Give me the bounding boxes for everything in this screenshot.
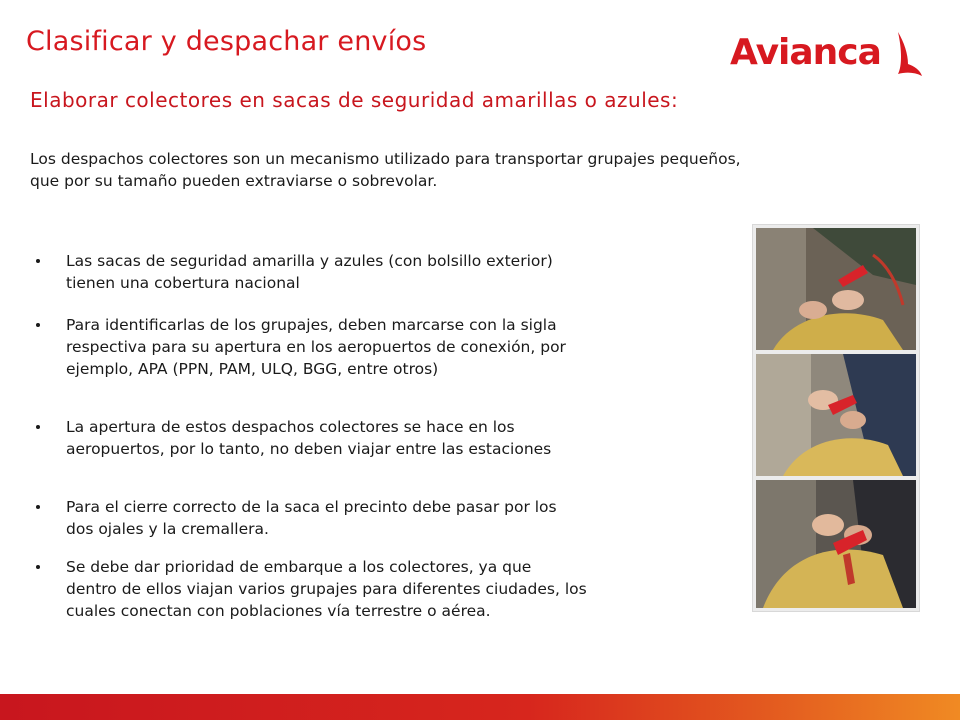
bullet-line: aeropuertos, por lo tanto, no deben viajar entre las estaciones — [66, 440, 552, 458]
photo-tying-seal-1 — [756, 228, 916, 350]
bullet-dot-icon — [36, 425, 40, 429]
bullet-line: dentro de ellos viajan varios grupajes para diferentes ciudades, los — [66, 580, 587, 598]
bullet-dot-icon — [36, 565, 40, 569]
intro-line: que por su tamaño pueden extraviarse o sobrevolar. — [30, 172, 438, 190]
photo-strip — [752, 224, 920, 612]
bullet-line: Se debe dar prioridad de embarque a los colectores, ya que — [66, 558, 532, 576]
logo-wordmark: Avianca — [730, 32, 881, 73]
bullet-line: respectiva para su apertura en los aeropuertos de conexión, por — [66, 338, 566, 356]
bullet-item — [36, 496, 716, 540]
photo-tying-seal-2 — [756, 354, 916, 476]
photo-tying-seal-3 — [756, 480, 916, 608]
slide-subtitle: Elaborar colectores en sacas de seguridad amarillas o azules: — [30, 88, 679, 112]
bullet-line: cuales conectan con poblaciones vía terrestre o aérea. — [66, 602, 491, 620]
bullet-line: ejemplo, APA (PPN, PAM, ULQ, BGG, entre otros) — [66, 360, 439, 378]
intro-paragraph — [30, 148, 910, 192]
bullet-line: tienen una cobertura nacional — [66, 274, 300, 292]
bullet-dot-icon — [36, 259, 40, 263]
bullet-dot-icon — [36, 505, 40, 509]
bullet-dot-icon — [36, 323, 40, 327]
bullet-line: Para el cierre correcto de la saca el precinto debe pasar por los — [66, 498, 557, 516]
bullet-line: La apertura de estos despachos colectores se hace en los — [66, 418, 515, 436]
photo-collage-image — [753, 225, 919, 611]
logo-wing-icon — [880, 28, 924, 80]
intro-line: Los despachos colectores son un mecanismo utilizado para transportar grupajes pequeños, — [30, 150, 741, 168]
bullet-item — [36, 250, 716, 294]
avianca-logo — [730, 28, 930, 84]
bullet-item — [36, 556, 716, 622]
bullet-line: Las sacas de seguridad amarilla y azules (con bolsillo exterior) — [66, 252, 553, 270]
bullet-item — [36, 314, 716, 380]
bullet-item — [36, 416, 716, 460]
bullet-line: Para identificarlas de los grupajes, deben marcarse con la sigla — [66, 316, 557, 334]
slide-title: Clasificar y despachar envíos — [26, 26, 427, 57]
bullet-list — [36, 250, 716, 622]
bullet-line: dos ojales y la cremallera. — [66, 520, 269, 538]
footer-gradient-bar — [0, 694, 960, 720]
